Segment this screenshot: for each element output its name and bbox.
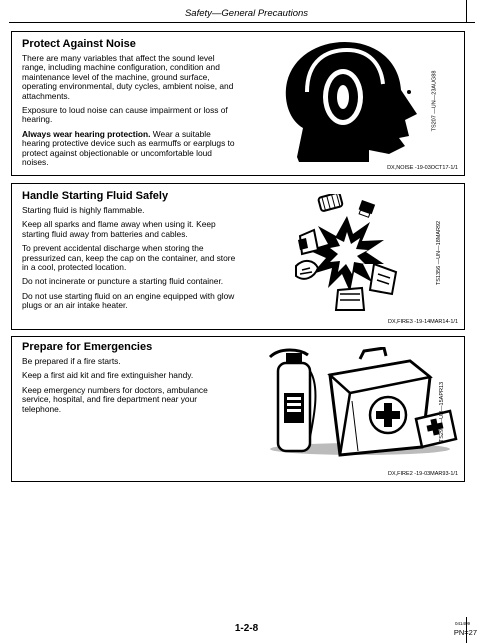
paragraph: Keep all sparks and flame away when using it. Keep starting fluid away from batteries and cables.	[22, 219, 216, 239]
paragraph: Be prepared if a fire starts.	[22, 356, 121, 366]
page-header-title: Safety—General Precautions	[184, 8, 309, 19]
first-aid-kit-extinguisher-icon	[260, 347, 460, 462]
bold-lead: Always wear hearing protection.	[22, 128, 151, 139]
paragraph: Do not incinerate or puncture a starting fluid container.	[22, 276, 224, 287]
paragraph	[22, 130, 237, 168]
paragraph: Keep a first aid kit and fire extinguisher handy.	[22, 370, 194, 381]
paragraph: Exposure to loud noise can cause impairment or loss of hearing.	[22, 105, 228, 125]
paragraph: Keep emergency numbers for doctors, ambulance service, hospital, and fire department near your telephone.	[22, 384, 208, 414]
header-rule	[9, 22, 475, 23]
section-handle-starting-fluid	[11, 183, 465, 330]
spray-can-cap	[318, 194, 343, 212]
section-protect-against-noise	[11, 31, 465, 176]
section-title: Handle Starting Fluid Safely	[22, 190, 169, 202]
paragraph: Do not use starting fluid on an engine equipped with glow plugs or an air intake heater.	[22, 290, 235, 311]
section-body	[22, 54, 237, 172]
starting-fluid-explosion-icon	[292, 194, 402, 312]
paragraph: Starting fluid is highly flammable.	[22, 205, 145, 215]
reference-code: DX,FIRE2 -19-03MAR93-1/1	[388, 471, 458, 477]
section-title: Protect Against Noise	[22, 38, 136, 50]
section-title: Prepare for Emergencies	[22, 341, 153, 353]
section-body	[22, 206, 237, 316]
image-code: TS291 —UN—15APR13	[439, 381, 446, 443]
reference-code: DX,NOISE -19-03OCT17-1/1	[387, 165, 458, 171]
image-code: TS207 —UN—23AUG88	[431, 70, 438, 132]
paragraph-rest: Wear a suitable hearing protective device such as earmuffs or earplugs to protect against objectionable or uncomfortable loud noises.	[22, 128, 235, 168]
paragraph: To prevent accidental discharge when storing the pressurized can, keep the cap on the container, and store in a cool, protected location.	[22, 243, 236, 273]
image-code: TS1356 —UN—18MAR92	[436, 220, 443, 286]
section-body	[22, 357, 237, 419]
pn-label: PN=27	[453, 628, 477, 637]
hearing-protection-icon	[277, 42, 427, 162]
paragraph: There are many variables that affect the sound level range, including machine configuration, condition and maintenance level of the machine, ground surface, operating environmental, duty cycles, ambient noise, and attachments.	[22, 53, 234, 101]
reference-code: DX,FIRE3 -19-14MAR14-1/1	[388, 319, 458, 325]
footer-small-code: 041409	[454, 621, 470, 626]
page-number: 1-2-8	[234, 623, 259, 634]
section-prepare-for-emergencies	[11, 336, 465, 482]
